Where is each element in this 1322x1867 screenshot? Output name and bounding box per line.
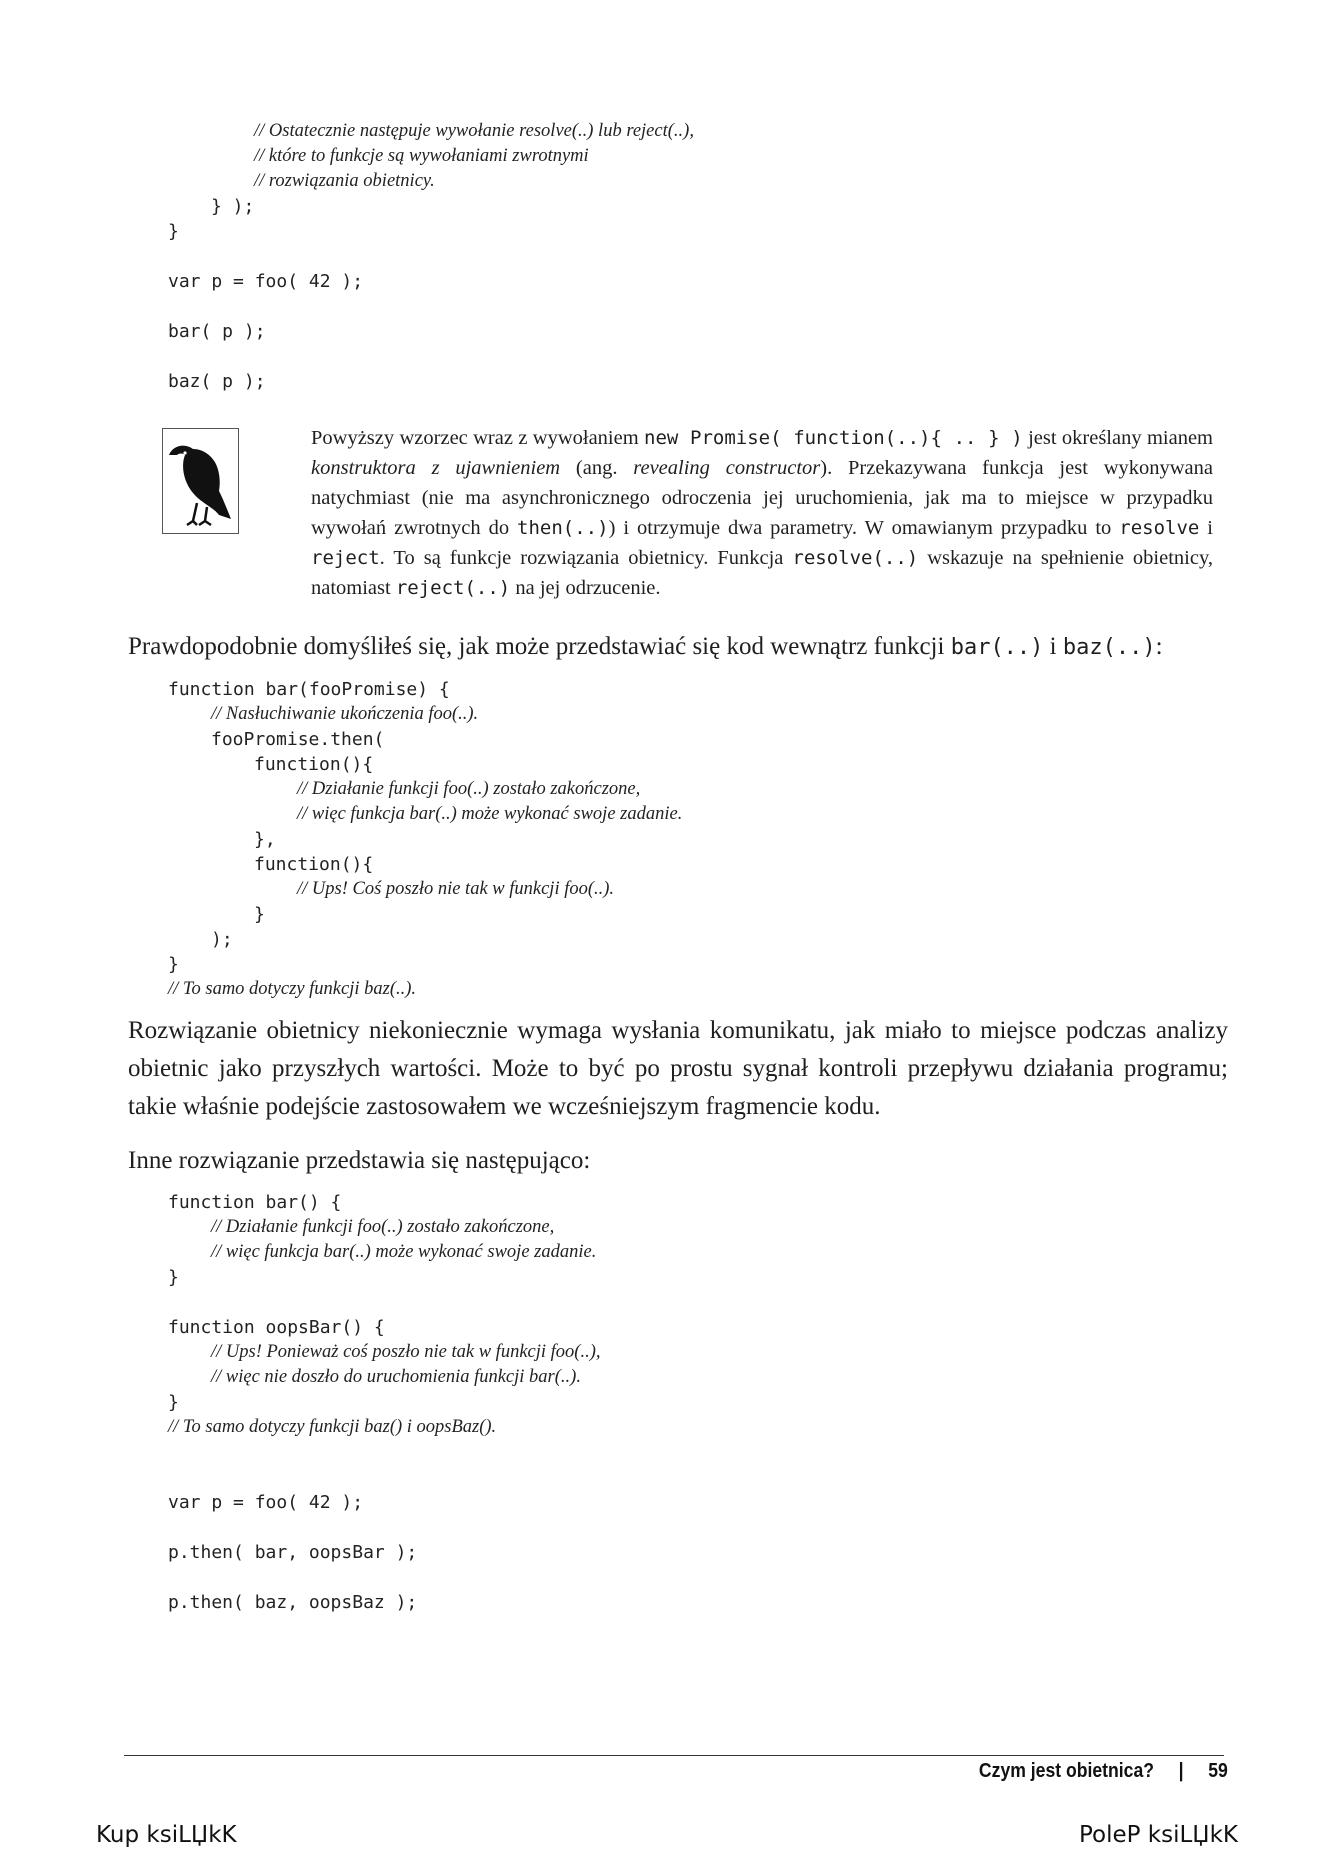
code-comment-line: // Ups! Ponieważ coś poszło nie tak w funkcji foo(..), bbox=[211, 1342, 601, 1362]
chapter-title: Czym jest obietnica? bbox=[979, 1760, 1155, 1782]
code-block-3 bbox=[168, 1190, 601, 1615]
code-comment-line: // Działanie funkcji foo(..) zostało zakończone, bbox=[297, 779, 641, 799]
code-line bbox=[168, 244, 694, 269]
code-comment-line: // Nasłuchiwanie ukończenia foo(..). bbox=[211, 704, 479, 724]
code-line: }, bbox=[254, 829, 276, 850]
code-line: } bbox=[168, 954, 179, 975]
code-comment-line: // więc nie doszło do uruchomienia funkcji bar(..). bbox=[211, 1367, 581, 1387]
footer-separator: | bbox=[1178, 1760, 1184, 1782]
code-comment-line: // więc funkcja bar(..) może wykonać swoje zadanie. bbox=[211, 1242, 597, 1262]
code-line: } bbox=[254, 904, 265, 925]
code-line: ); bbox=[211, 929, 233, 950]
paragraph-resolution: Rozwiązanie obietnicy niekoniecznie wymaga wysłania komunikatu, jak miało to miejsce podczas analizy obietnic jako przyszłych wartości. Może to być po prostu sygnał kontroli przepływu działania programu; takie właśnie podejście zastosowałem we wcześniejszym fragmencie kodu. bbox=[128, 1017, 1228, 1120]
code-line: function oopsBar() { bbox=[168, 1317, 385, 1338]
footer-divider bbox=[124, 1755, 1224, 1756]
running-footer bbox=[979, 1760, 1228, 1783]
code-line bbox=[168, 294, 694, 319]
code-comment-line: // Ostatecznie następuje wywołanie resolve(..) lub reject(..), bbox=[254, 121, 694, 141]
code-line bbox=[168, 1440, 601, 1465]
code-line: function(){ bbox=[254, 754, 374, 775]
recommend-book-link[interactable]: PoleP ksiLЏkK bbox=[1078, 1822, 1238, 1848]
paragraph-alternative: Inne rozwiązanie przedstawia się następująco: bbox=[128, 1147, 591, 1174]
code-line bbox=[168, 1515, 601, 1540]
code-comment-line: // To samo dotyczy funkcji baz() i oopsBaz(). bbox=[168, 1417, 497, 1437]
code-line: function bar() { bbox=[168, 1192, 342, 1213]
code-comment-line: // Działanie funkcji foo(..) zostało zakończone, bbox=[211, 1217, 555, 1237]
code-block-1 bbox=[168, 119, 694, 394]
code-line bbox=[168, 1465, 601, 1490]
code-line: var p = foo( 42 ); bbox=[168, 1492, 364, 1513]
code-line: p.then( bar, oopsBar ); bbox=[168, 1542, 418, 1563]
code-line: baz( p ); bbox=[168, 371, 266, 392]
code-line bbox=[168, 344, 694, 369]
code-comment-line: // które to funkcje są wywołaniami zwrotnymi bbox=[254, 146, 589, 166]
page-number: 59 bbox=[1208, 1760, 1228, 1782]
paragraph-intro: Prawdopodobnie domyśliłeś się, jak może przedstawiać się kod wewnątrz funkcji bar(..) i baz(..): bbox=[128, 633, 1163, 660]
raven-note-icon bbox=[162, 428, 239, 534]
code-line bbox=[168, 1290, 601, 1315]
code-line bbox=[168, 1565, 601, 1590]
code-comment-line: // To samo dotyczy funkcji baz(..). bbox=[168, 979, 417, 999]
code-comment-line: // więc funkcja bar(..) może wykonać swoje zadanie. bbox=[297, 804, 683, 824]
code-line: } bbox=[168, 1392, 179, 1413]
code-line: function bar(fooPromise) { bbox=[168, 679, 450, 700]
code-comment-line: // Ups! Coś poszło nie tak w funkcji foo(..). bbox=[297, 879, 615, 899]
code-line: p.then( baz, oopsBaz ); bbox=[168, 1592, 418, 1613]
code-line: function(){ bbox=[254, 854, 374, 875]
buy-book-link[interactable]: Kup ksiLЏkK bbox=[96, 1822, 237, 1848]
code-line: fooPromise.then( bbox=[211, 729, 385, 750]
code-line: } bbox=[168, 221, 179, 242]
code-line: var p = foo( 42 ); bbox=[168, 271, 364, 292]
code-line: } bbox=[168, 1267, 179, 1288]
code-comment-line: // rozwiązania obietnicy. bbox=[254, 171, 435, 191]
code-line: } ); bbox=[211, 196, 255, 217]
note-paragraph: Powyższy wzorzec wraz z wywołaniem new Promise( function(..){ .. } ) jest określany mianem konstruktora z ujawnieniem (ang. revealing constructor). Przekazywana funkcja jest wykonywana natychmiast (nie ma asynchronicznego odroczenia jej uruchomienia, jak ma to miejsce w przypadku wywołań zwrotnych do then(..)) i otrzymuje dwa parametry. W omawianym przypadku to resolve i reject. To są funkcje rozwiązania obietnicy. Funkcja resolve(..) wskazuje na spełnienie obietnicy, natomiast reject(..) na jej odrzucenie. bbox=[311, 427, 1214, 599]
code-block-2 bbox=[168, 677, 682, 1002]
code-line: bar( p ); bbox=[168, 321, 266, 342]
